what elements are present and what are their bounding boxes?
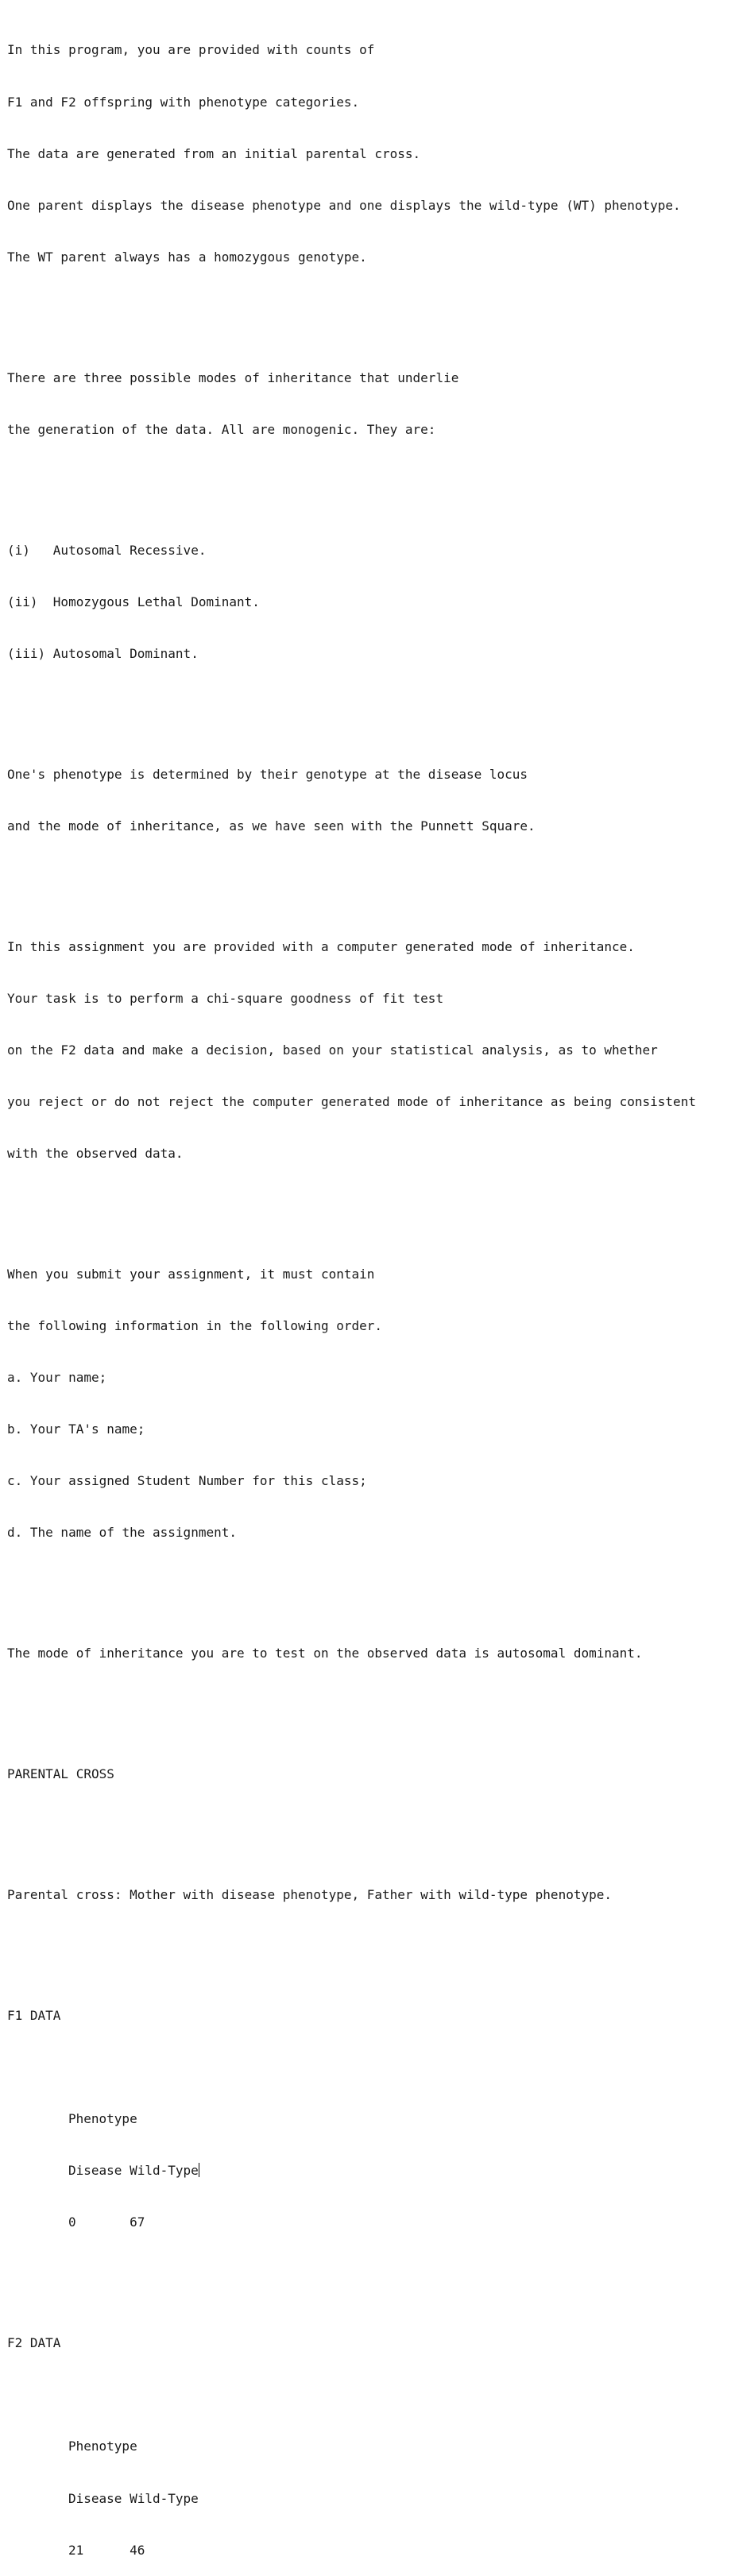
submit-line: the following information in the following order. [7,1318,383,1334]
f2-heading: F2 DATA [7,2335,61,2351]
f2-table-title: Phenotype [68,2439,137,2454]
blank-line [7,300,726,318]
f1-header-text: Disease Wild-Type [68,2163,199,2179]
blank-line [7,697,726,714]
task-line: with the observed data. [7,1146,184,1162]
modes-intro-line: the generation of the data. All are monogenic. They are: [7,421,436,437]
submit-line: When you submit your assignment, it must contain [7,1266,375,1282]
phenotype-line: One's phenotype is determined by their genotype at the disease locus [7,766,528,782]
task-line: on the F2 data and make a decision, based on your statistical analysis, as to whether [7,1042,658,1058]
f1-heading: F1 DATA [7,2008,61,2024]
blank-line [7,2386,726,2404]
blank-line [7,1197,726,1214]
task-line: In this assignment you are provided with a computer generated mode of inheritance. [7,938,635,954]
blank-line [7,1576,726,1594]
f1-table-header [7,2162,726,2180]
mode-item: (ii) Homozygous Lethal Dominant. [7,594,260,609]
f2-table-header: Disease Wild-Type [68,2490,199,2506]
task-line: you reject or do not reject the computer generated mode of inheritance as being consistent [7,1094,696,1109]
intro-line: One parent displays the disease phenotype and one displays the wild-type (WT) phenotype. [7,197,681,213]
modes-intro-line: There are three possible modes of inheritance that underlie [7,369,459,385]
f1-table-values: 0 67 [68,2214,145,2230]
blank-line [7,1696,726,1714]
intro-line: F1 and F2 offspring with phenotype categories. [7,94,360,110]
blank-line [7,1817,726,1835]
parental-cross-text: Parental cross: Mother with disease phenotype, Father with wild-type phenotype. [7,1887,612,1903]
blank-line [7,2059,726,2076]
f1-table-title: Phenotype [68,2111,137,2127]
submit-item: b. Your TA's name; [7,1421,145,1437]
mode-statement: The mode of inheritance you are to test on the observed data is autosomal dominant. [7,1646,643,1661]
blank-line [7,869,726,887]
parental-heading: PARENTAL CROSS [7,1766,114,1782]
task-line: Your task is to perform a chi-square goodness of fit test [7,990,444,1006]
blank-line [7,2265,726,2283]
mode-item: (i) Autosomal Recessive. [7,542,207,558]
submit-item: a. Your name; [7,1370,107,1386]
blank-line [7,473,726,490]
mode-item: (iii) Autosomal Dominant. [7,645,199,661]
submit-item: c. Your assigned Student Number for this class; [7,1473,367,1489]
document-body [7,7,726,2576]
intro-line: The WT parent always has a homozygous genotype. [7,249,367,265]
intro-line: In this program, you are provided with counts of [7,42,375,58]
intro-line: The data are generated from an initial parental cross. [7,145,421,161]
submit-item: d. The name of the assignment. [7,1525,237,1541]
f2-table-values: 21 46 [68,2542,145,2558]
blank-line [7,1938,726,1955]
phenotype-line: and the mode of inheritance, as we have seen with the Punnett Square. [7,818,536,834]
